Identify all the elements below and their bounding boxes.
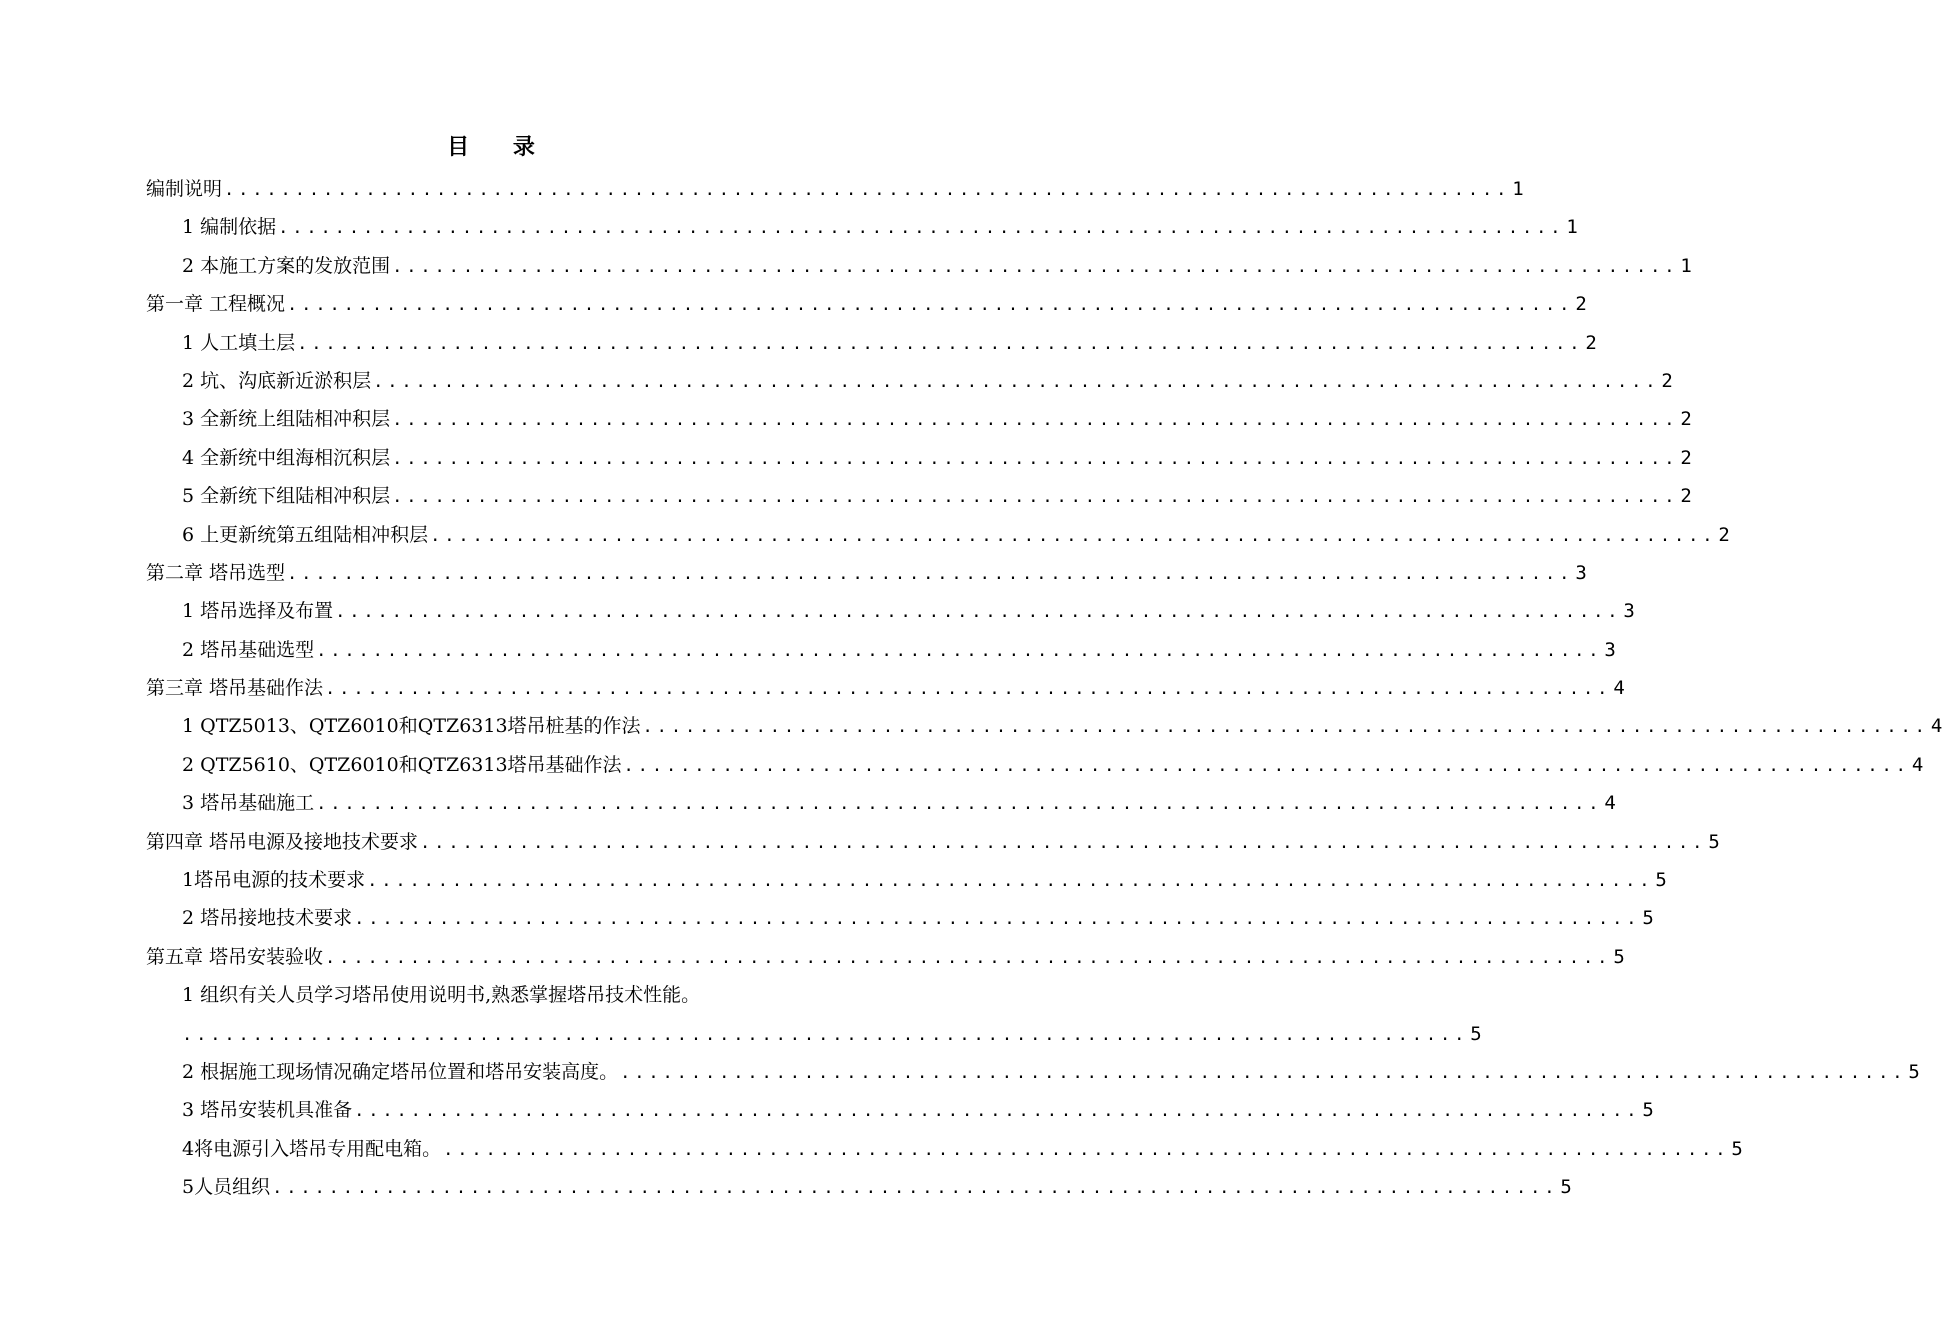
toc-section-entry[interactable] (146, 631, 1616, 669)
toc-entry-text: 2 塔吊基础选型 (182, 638, 315, 661)
toc-entry-text: 1 人工填土层 (182, 331, 296, 354)
toc-page-number: 5 (1642, 907, 1654, 930)
toc-section-entry[interactable] (146, 1015, 1482, 1053)
toc-page-number: 5 (1908, 1060, 1920, 1083)
toc-entry-text: 第五章 塔吊安装验收 (146, 945, 324, 968)
toc-page-number: 4 (1613, 677, 1625, 700)
toc-section-entry[interactable] (146, 477, 1692, 515)
toc-entry-text: 4将电源引入塔吊专用配电箱。 (182, 1137, 442, 1160)
toc-section-entry[interactable] (146, 208, 1578, 246)
toc-page-number: 5 (1708, 830, 1720, 853)
toc-leader-dots: ........................................................................................... (272, 1178, 1559, 1199)
toc-section-entry[interactable] (146, 516, 1730, 554)
toc-section-entry[interactable] (146, 1091, 1654, 1129)
toc-section-entry[interactable] (146, 784, 1616, 822)
toc-leader-dots: ........................................................................................... (373, 371, 1660, 392)
toc-leader-dots: ........................................................................................... (278, 218, 1565, 239)
toc-page-number: 4 (1604, 792, 1616, 815)
toc-page-number: 5 (1642, 1099, 1654, 1122)
toc-leader-dots: ........................................................................................... (620, 1062, 1907, 1083)
toc-leader-dots: ........................................................................................... (420, 832, 1707, 853)
toc-entry-text: 2 根据施工现场情况确定塔吊位置和塔吊安装高度。 (182, 1060, 619, 1083)
toc-page-number: 1 (1680, 254, 1692, 277)
toc-section-entry[interactable] (146, 1130, 1743, 1168)
toc-leader-dots: ........................................................................................... (297, 333, 1584, 354)
toc-leader-dots: ........................................................................................... (224, 180, 1511, 200)
toc-leader-dots: ........................................................................................... (354, 909, 1641, 930)
toc-chapter-entry[interactable] (146, 170, 1524, 208)
toc-entry-text: 5人员组织 (182, 1176, 271, 1199)
toc-entry-text: 编制说明 (146, 178, 223, 200)
toc-chapter-entry[interactable] (146, 285, 1587, 323)
toc-leader-dots: ........................................................................................... (392, 410, 1679, 431)
toc-leader-dots: ........................................................................................... (392, 256, 1679, 277)
toc-entry-text: 3 塔吊安装机具准备 (182, 1099, 353, 1122)
toc-entry-text: 1塔吊电源的技术要求 (182, 869, 366, 892)
toc-section-entry[interactable] (146, 324, 1597, 362)
toc-page-number: 1 (1512, 178, 1524, 200)
toc-leader-dots: ........................................................................................... (335, 602, 1622, 623)
toc-entry-text: 6 上更新统第五组陆相冲积层 (182, 523, 429, 546)
toc-page-number: 5 (1731, 1137, 1743, 1160)
toc-entry-text: 第二章 塔吊选型 (146, 561, 286, 584)
toc-page-number: 3 (1623, 600, 1635, 623)
toc-page-number: 3 (1575, 561, 1587, 584)
toc-leader-dots: ........................................................................................... (325, 679, 1612, 700)
toc-chapter-entry[interactable] (146, 938, 1625, 976)
toc-page-number: 4 (1930, 715, 1942, 738)
toc-entry-text: 2 塔吊接地技术要求 (182, 907, 353, 930)
toc-section-entry[interactable] (146, 976, 807, 1014)
toc-section-entry[interactable] (146, 1053, 1920, 1091)
toc-section-entry[interactable] (146, 707, 1942, 745)
toc-title: 目 录 (447, 135, 553, 160)
toc-page-number: 5 (1613, 945, 1625, 968)
toc-leader-dots: ........................................................................................... (287, 295, 1574, 316)
toc-leader-dots: ........................................................................................... (430, 525, 1717, 546)
toc-leader-dots: ........................................................................................... (325, 947, 1612, 968)
toc-leader-dots: ........................................................................................... (316, 794, 1603, 815)
toc-page-number: 2 (1585, 331, 1597, 354)
toc-section-entry[interactable] (146, 439, 1692, 477)
toc-entry-text: 2 本施工方案的发放范围 (182, 254, 391, 277)
toc-section-entry[interactable] (146, 592, 1635, 630)
toc-page-number: 2 (1680, 485, 1692, 508)
toc-leader-dots: ........................................................................................... (316, 640, 1603, 661)
toc-entry-text: 第一章 工程概况 (146, 293, 286, 316)
toc-leader-dots: ........................................................................................... (642, 717, 1929, 738)
toc-entry-text: 第四章 塔吊电源及接地技术要求 (146, 830, 419, 853)
toc-chapter-entry[interactable] (146, 823, 1720, 861)
toc-leader-dots: ........................................................................................... (354, 1101, 1641, 1122)
toc-entry-text: 1 组织有关人员学习塔吊使用说明书,熟悉掌握塔吊技术性能。 (182, 984, 701, 1007)
toc-leader-dots: ........................................................................................... (392, 487, 1679, 508)
toc-entry-text: 2 QTZ5610、QTZ6010和QTZ6313塔吊基础作法 (182, 753, 622, 776)
toc-section-entry[interactable] (146, 899, 1654, 937)
toc-leader-dots: ........................................................................................... (623, 755, 1910, 776)
toc-leader-dots: ........................................................................................... (287, 563, 1574, 584)
toc-page-number: 1 (1566, 216, 1578, 239)
toc-page-number: 2 (1680, 446, 1692, 469)
toc-section-entry[interactable] (146, 400, 1692, 438)
toc-entry-text: 第三章 塔吊基础作法 (146, 677, 324, 700)
toc-section-entry[interactable] (146, 861, 1667, 899)
toc-page-number: 2 (1680, 408, 1692, 431)
toc-entry-text: 1 QTZ5013、QTZ6010和QTZ6313塔吊桩基的作法 (182, 715, 641, 738)
toc-entry-text: 3 全新统上组陆相冲积层 (182, 408, 391, 431)
toc-chapter-entry[interactable] (146, 554, 1587, 592)
toc-list (146, 170, 1942, 1207)
toc-entry-text: 1 编制依据 (182, 216, 277, 239)
toc-page-number: 4 (1911, 753, 1924, 776)
toc-section-entry[interactable] (146, 746, 1924, 784)
toc-section-entry[interactable] (146, 362, 1673, 400)
toc-leader-dots: ........................................................................................... (182, 1024, 1469, 1045)
toc-entry-text: 3 塔吊基础施工 (182, 792, 315, 815)
toc-chapter-entry[interactable] (146, 669, 1625, 707)
toc-leader-dots: ........................................................................................... (443, 1139, 1730, 1160)
toc-page-number: 2 (1718, 523, 1730, 546)
toc-section-entry[interactable] (146, 1168, 1572, 1206)
toc-page-number: 5 (1655, 869, 1667, 892)
toc-page-number: 5 (1470, 1022, 1482, 1045)
toc-entry-text: 1 塔吊选择及布置 (182, 600, 334, 623)
toc-page-number: 3 (1604, 638, 1616, 661)
toc-page-number: 2 (1575, 293, 1587, 316)
toc-section-entry[interactable] (146, 247, 1692, 285)
toc-entry-text: 2 坑、沟底新近淤积层 (182, 369, 372, 392)
toc-page-number: 2 (1661, 369, 1673, 392)
toc-page-number: 5 (1560, 1176, 1572, 1199)
toc-leader-dots: ........................................................................................... (367, 871, 1654, 892)
toc-entry-text: 4 全新统中组海相沉积层 (182, 446, 391, 469)
toc-entry-text: 5 全新统下组陆相冲积层 (182, 485, 391, 508)
toc-leader-dots: ........................................................................................... (392, 448, 1679, 469)
